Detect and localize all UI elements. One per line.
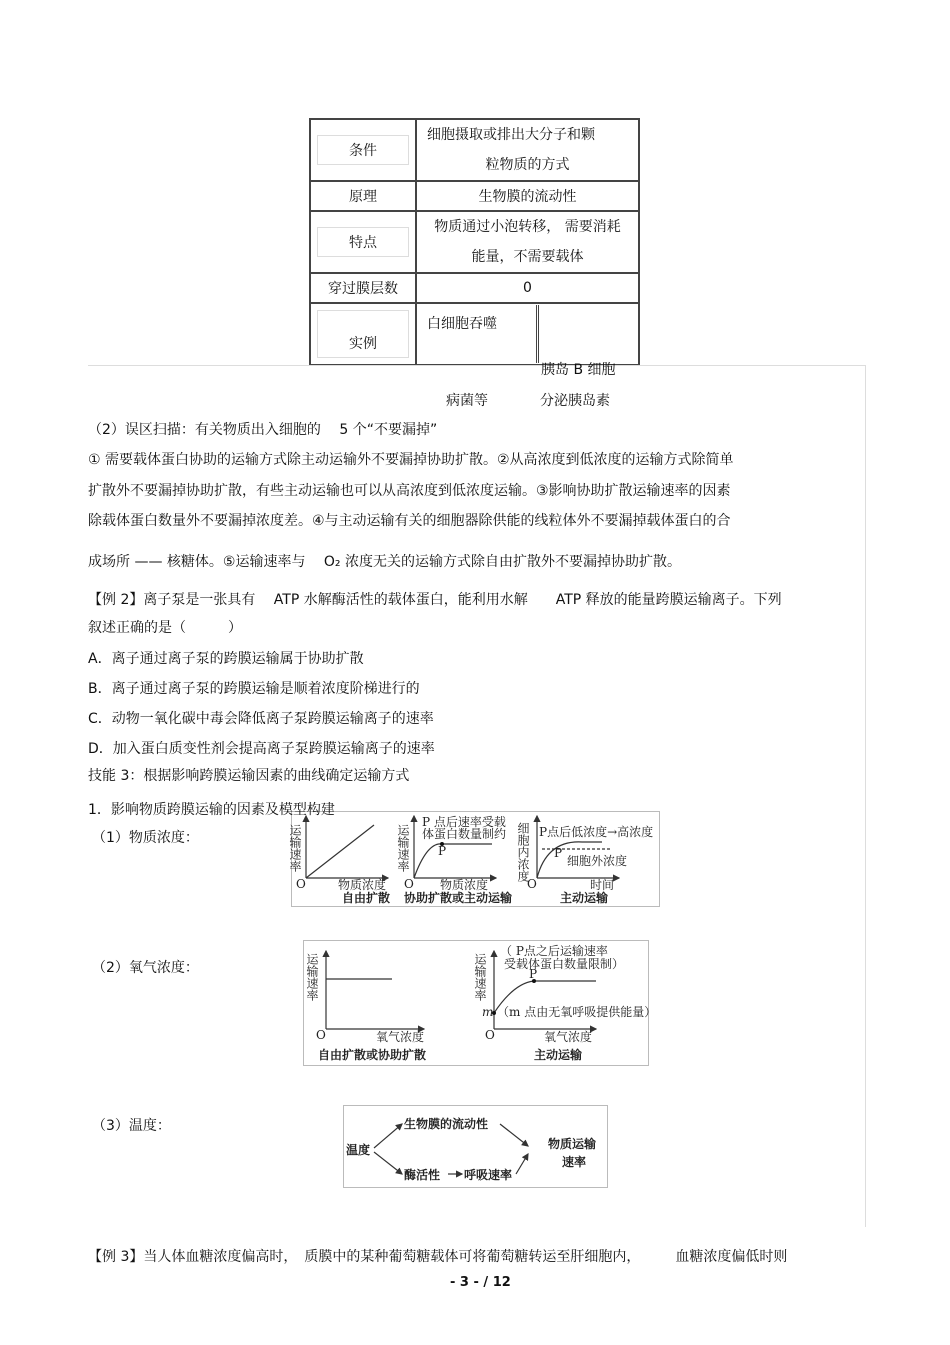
enzyme-node: 酶活性	[404, 1168, 441, 1182]
note: P 点后速率受载	[422, 815, 506, 829]
option-d: D．加入蛋白质变性剂会提高离子泵跨膜运输离子的速率	[88, 741, 435, 757]
x-label: 氧气浓度	[376, 1030, 425, 1044]
sub-heading: （1）物质浓度：	[92, 830, 199, 846]
endocytosis-table	[309, 118, 640, 366]
example-1: 白细胞吞噬	[417, 305, 539, 363]
p-label: P	[554, 846, 563, 860]
note: P点后低浓度→高浓度	[539, 825, 654, 839]
paragraph-line: 成场所 —— 核糖体。⑤运输速率与 O₂ 浓度无关的运输方式除自由扩散外不要漏掉协助扩散。	[88, 554, 681, 570]
table-value: 细胞摄取或排出大分子和颗	[427, 127, 595, 143]
example-1-cont: 病菌等	[446, 393, 488, 409]
x-label: 时间	[590, 878, 615, 892]
note: 细胞外浓度	[567, 854, 628, 868]
svg-text:运输速率: 运输速率	[288, 824, 302, 872]
example3-stem: 【例 3】当人体血糖浓度偏高时， 质膜中的某种葡萄糖载体可将葡萄糖转运至肝细胞内， 血糖浓度偏低时则	[88, 1249, 788, 1265]
sub-heading: （2）氧气浓度：	[92, 960, 199, 976]
origin-label: O	[316, 1028, 326, 1042]
example2-stem: 叙述正确的是（ ）	[88, 620, 242, 636]
skill-heading: 技能 3：根据影响跨膜运输因素的曲线确定运输方式	[88, 768, 410, 784]
origin-label: O	[485, 1028, 495, 1042]
y-label: 细胞内浓度	[516, 822, 530, 882]
paragraph-line: 扩散外不要漏掉协助扩散，有些主动运输也可以从高浓度到低浓度运输。③影响协助扩散运输速率的因素	[88, 483, 731, 499]
note: （ P点之后运输速率	[500, 944, 608, 958]
p-label: P	[529, 967, 538, 981]
table-value: 生物膜的流动性	[416, 181, 639, 211]
section-heading: 1．影响物质跨膜运输的因素及模型构建	[88, 802, 335, 818]
misconception-heading: （2）误区扫描：有关物质出入细胞的 5 个“不要漏掉”	[88, 422, 438, 438]
origin-label: O	[404, 877, 414, 891]
note: 体蛋白数量制约	[422, 827, 507, 841]
example2-stem: 【例 2】离子泵是一张具有 ATP 水解酶活性的载体蛋白，能利用水解 ATP 释放的能量跨膜运输离子。下列	[88, 592, 782, 608]
page-number: - 3 - / 12	[450, 1275, 511, 1290]
table-value: 粒物质的方式	[485, 157, 570, 173]
respiration-node: 呼吸速率	[464, 1168, 513, 1182]
divider	[865, 365, 866, 1227]
table-key: 特点	[317, 227, 409, 257]
table-key: 穿过膜层数	[310, 273, 416, 303]
table-value: 0	[416, 273, 639, 303]
example-2: 胰岛 B 细胞	[541, 362, 616, 378]
concentration-figure	[288, 811, 660, 907]
paragraph-line: ① 需要载体蛋白协助的运输方式除主动运输外不要漏掉协助扩散。②从高浓度到低浓度的运输方式除简单	[88, 452, 734, 468]
caption: 自由扩散	[342, 891, 391, 905]
x-label: 氧气浓度	[544, 1030, 593, 1044]
table-value: 能量，不需要载体	[471, 249, 584, 265]
option-b: B．离子通过离子泵的跨膜运输是顺着浓度阶梯进行的	[88, 681, 420, 697]
x-label: 物质浓度	[440, 878, 489, 892]
rate-node: 速率	[562, 1155, 587, 1169]
y-label: 运输速率	[473, 953, 487, 1001]
note: （m 点由无氧呼吸提供能量）	[497, 1005, 657, 1019]
option-a: A．离子通过离子泵的跨膜运输属于协助扩散	[88, 651, 364, 667]
m-label: m	[482, 1005, 494, 1019]
table-value: 物质通过小泡转移， 需要消耗	[434, 219, 621, 235]
origin-label: O	[527, 877, 537, 891]
oxygen-figure	[303, 940, 657, 1066]
p-label: P	[438, 844, 447, 858]
caption: 主动运输	[534, 1048, 583, 1062]
paragraph-line: 除载体蛋白数量外不要漏掉浓度差。④与主动运输有关的细胞器除供能的线粒体外不要漏掉载体蛋白的合	[88, 513, 731, 529]
caption: 主动运输	[560, 891, 609, 905]
temperature-figure	[343, 1105, 608, 1188]
table-key: 条件	[317, 135, 409, 165]
y-label: 运输速率	[305, 953, 319, 1001]
caption: 自由扩散或协助扩散	[318, 1048, 427, 1062]
example-2-cont: 分泌胰岛素	[540, 393, 610, 409]
divider	[88, 365, 865, 366]
y-label: 运输速率	[396, 824, 410, 872]
table-key: 实例	[317, 310, 409, 358]
x-label: 物质浓度	[338, 878, 387, 892]
origin-label: O	[296, 877, 306, 891]
caption: 协助扩散或主动运输	[404, 891, 513, 905]
table-key: 原理	[310, 181, 416, 211]
note: 受载体蛋白数量限制）	[504, 957, 625, 971]
rate-node: 物质运输	[548, 1137, 597, 1151]
temperature-node: 温度	[346, 1143, 371, 1157]
sub-heading: （3）温度：	[92, 1118, 171, 1134]
fluidity-node: 生物膜的流动性	[404, 1117, 489, 1131]
y-label	[288, 824, 302, 872]
option-c: C．动物一氧化碳中毒会降低离子泵跨膜运输离子的速率	[88, 711, 434, 727]
